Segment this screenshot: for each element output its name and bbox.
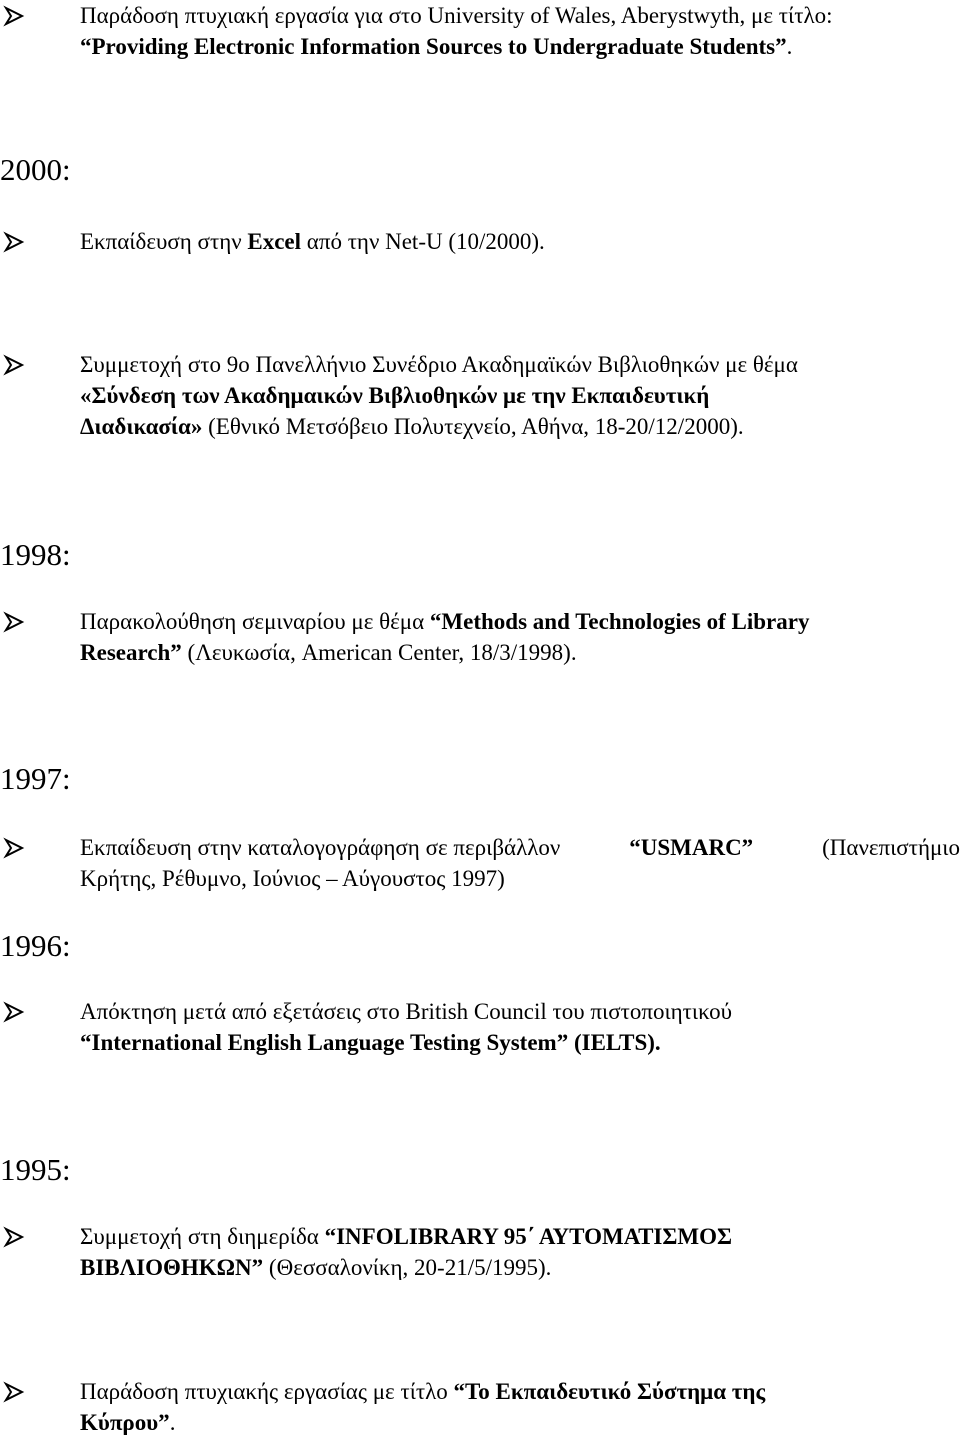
usmarc-label: “USMARC” xyxy=(629,835,754,860)
wales-thesis-title: “Providing Electronic Information Sources to Undergraduate Students” xyxy=(80,34,787,59)
arrowhead-bullet-icon xyxy=(0,834,30,865)
year-heading-1996: 1996: xyxy=(0,928,71,963)
arrowhead-bullet-icon xyxy=(0,2,30,33)
arrowhead-bullet-icon xyxy=(0,1378,30,1409)
arrowhead-bullet-icon xyxy=(0,998,30,1029)
ielts-title: “International English Language Testing System” (IELTS). xyxy=(80,1030,661,1055)
arrowhead-bullet-icon xyxy=(0,1223,30,1254)
excel-label: Excel xyxy=(247,229,302,254)
arrowhead-bullet-icon xyxy=(0,228,30,259)
wales-thesis-line-1: Παράδοση πτυχιακή εργασία για στο University of Wales, Aberystwyth, με τίτλο: xyxy=(80,3,833,28)
cyprus-thesis-title: “Το Εκπαιδευτικό Σύστημα της xyxy=(453,1379,766,1404)
arrowhead-bullet-icon xyxy=(0,608,30,639)
conference-title: «Σύνδεση των Ακαδημαικών Βιβλιοθηκών με την Εκπαιδευτική xyxy=(80,383,710,408)
arrowhead-bullet-icon xyxy=(0,351,30,382)
year-heading-1998: 1998: xyxy=(0,537,71,572)
cv-page: Παράδοση πτυχιακή εργασία για στο University of Wales, Aberystwyth, με τίτλο: “Providing Electronic Information Sources to Undergraduate Students”. 2000: Εκπαίδευση στην Excel από την Net-U (10/2000). Συμμετοχή στο 9ο Πανελλήνιο Συνέδριο Ακαδημαϊκών Βιβλιοθηκών με θέμα «Σύνδεση των Ακαδημαικών Βιβλιοθηκών με την Εκπαιδευτική Διαδικασία» (Εθνικό Μετσόβειο Πολυτεχνείο, Αθήνα, 18-20/12/2000). 1998: Παρακολούθηση σεμιναρίου με θέμα “Methods and Technologies of Library Research” (Λευκωσία, American Center, 18/3/1998). 1997: Εκπαίδευση στην καταλογογράφηση σε περιβάλλον “USMARC” (Πανεπιστήμιο Κρήτης, Ρέθυμνο, Ιούνιος – Αύγουστος 1997) 1996: Απόκτηση μετά από εξετάσεις στο British Council του πιστοποιητικού “International English Language Testing System” (IELTS). 1995: Συμμετοχή στη διημερίδα “INFOLIBRARY 95΄ ΑΥΤΟΜΑΤΙΣΜΟΣ ΒΙΒΛΙΟΘΗΚΩΝ” (Θεσσαλονίκη, 20-21/5/1995). Παράδοση πτυχιακής εργασίας με τίτλο “Το Εκπαιδευτικό Σύστημα της Κύπρου”. xyxy=(0,0,960,1438)
year-heading-1995: 1995: xyxy=(0,1152,71,1187)
infolibrary-title: “INFOLIBRARY 95΄ ΑΥΤΟΜΑΤΙΣΜΟΣ xyxy=(324,1224,733,1249)
year-heading-1997: 1997: xyxy=(0,761,71,796)
seminar-title: “Methods and Technologies of Library xyxy=(429,609,810,634)
year-heading-2000: 2000: xyxy=(0,152,71,187)
